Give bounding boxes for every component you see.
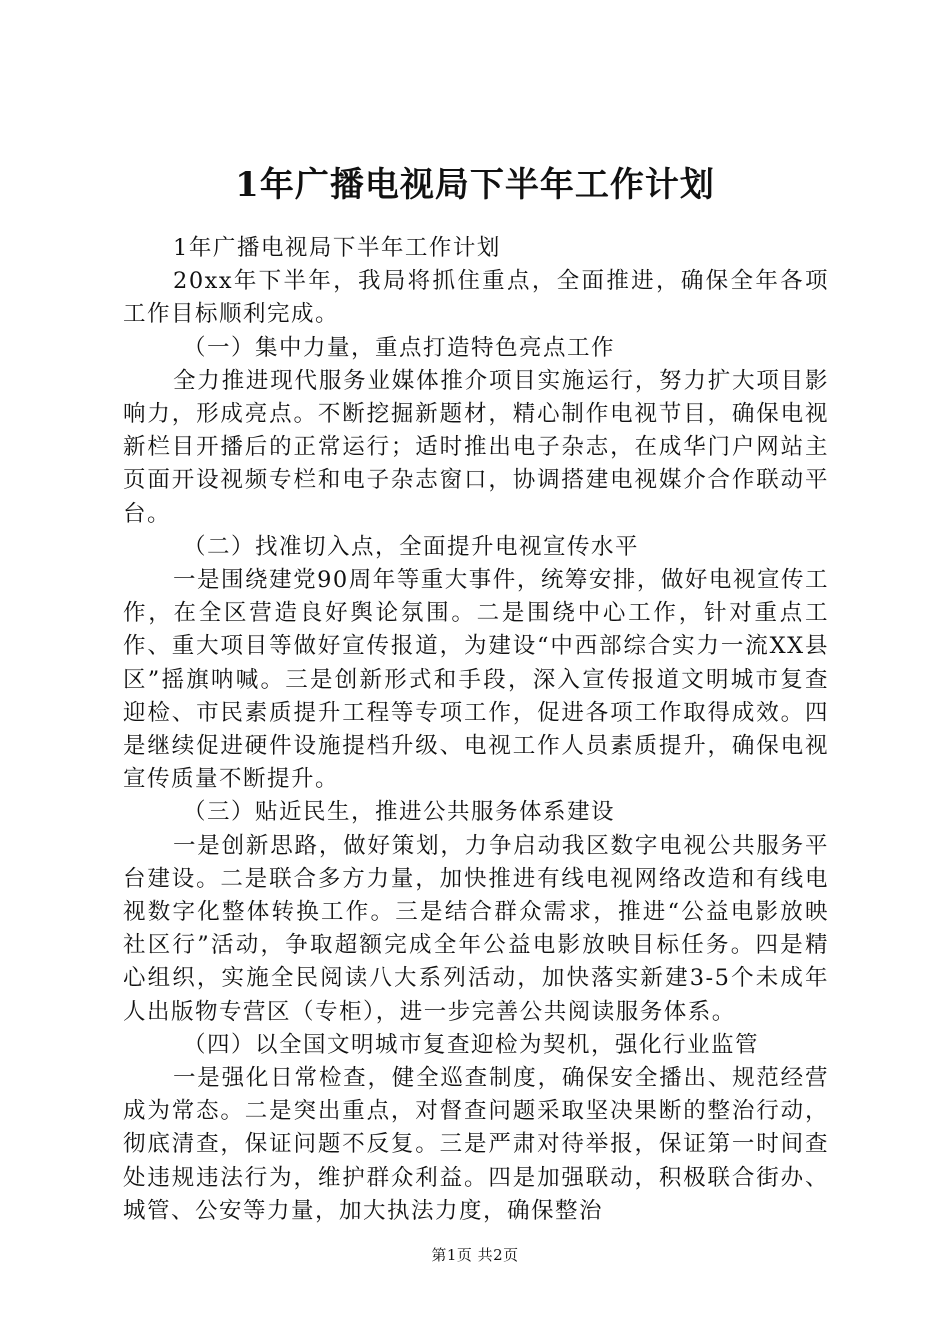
section-body-2: 一是围绕建党90周年等重大事件，统筹安排，做好电视宣传工作，在全区营造良好舆论氛围。二是围绕中心工作，针对重点工作、重大项目等做好宣传报道，为建设“中西部综合实力一流XX县区”摇旗呐喊。三是创新形式和手段，深入宣传报道文明城市复查迎检、市民素质提升工程等专项工作，促进各项工作取得成效。四是继续促进硬件设施提档升级、电视工作人员素质提升，确保电视宣传质量不断提升。 xyxy=(123,567,829,793)
section-heading-3: （三）贴近民生，推进公共服务体系建设 xyxy=(183,799,616,826)
section-heading-1: （一）集中力量，重点打造特色亮点工作 xyxy=(183,334,616,361)
section-heading-4: （四）以全国文明城市复查迎检为契机，强化行业监管 xyxy=(183,1031,760,1058)
section-body-1: 全力推进现代服务业媒体推介项目实施运行，努力扩大项目影响力，形成亮点。不断挖掘新题材，精心制作电视节目，确保电视新栏目开播后的正常运行；适时推出电子杂志，在成华门户网站主页面开设视频专栏和电子杂志窗口，协调搭建电视媒介合作联动平台。 xyxy=(123,367,829,527)
intro-paragraph: 20xx年下半年，我局将抓住重点，全面推进，确保全年各项工作目标顺利完成。 xyxy=(123,268,829,328)
page-number-footer: 第1页 共2页 xyxy=(431,1246,519,1264)
section-heading-2: （二）找准切入点，全面提升电视宣传水平 xyxy=(183,533,640,560)
section-body-4: 一是强化日常检查，健全巡查制度，确保安全播出、规范经营成为常态。二是突出重点，对督查问题采取坚决果断的整治行动，彻底清查，保证问题不反复。三是严肃对待举报，保证第一时间查处违规违法行为，维护群众利益。四是加强联动，积极联合街办、城管、公安等力量，加大执法力度，确保整治 xyxy=(123,1065,829,1224)
subtitle-paragraph: 1年广播电视局下半年工作计划 xyxy=(173,235,501,261)
document-title: 1年广播电视局下半年工作计划 xyxy=(235,165,715,205)
section-body-3: 一是创新思路，做好策划，力争启动我区数字电视公共服务平台建设。二是联合多方力量，加快推进有线电视网络改造和有线电视数字化整体转换工作。三是结合群众需求，推进“公益电影放映社区行”活动，争取超额完成全年公益电影放映目标任务。四是精心组织，实施全民阅读八大系列活动，加快落实新建3-5个未成年人出版物专营区（专柜），进一步完善公共阅读服务体系。 xyxy=(123,832,829,1025)
document-body xyxy=(123,232,829,1228)
